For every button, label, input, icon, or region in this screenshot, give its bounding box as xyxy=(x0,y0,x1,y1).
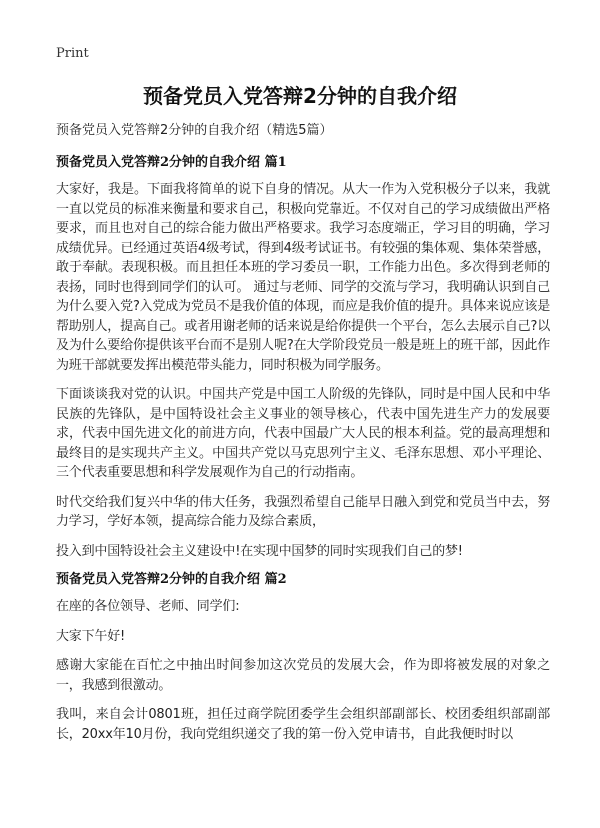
section-heading-2: 预备党员入党答辩2分钟的自我介绍 篇2 xyxy=(56,572,287,587)
paragraph: 时代交给我们复兴中华的伟大任务，我强烈希望自己能早日融入到党和党员当中去，努力学习，学好本领，提高综合能力及综合素质， xyxy=(56,494,550,529)
paragraph: 在座的各位领导、老师、同学们: xyxy=(56,599,240,614)
page-title: 预备党员入党答辩2分钟的自我介绍 xyxy=(143,84,457,108)
paragraph: 投入到中国特设社会主义建设中!在实现中国梦的同时实现我们自己的梦! xyxy=(56,543,463,559)
paragraph: 下面谈谈我对党的认识。中国共产党是中国工人阶级的先锋队，同时是中国人民和中华民族的先锋队，是中国特设社会主义事业的领导核心，代表中国先进生产力的发展要求，代表中国先进文化的前进方向，代表中国最广大人民的根本利益。党的最高理想和最终目的是实现共产主义。中国共产党以马克思列宁主义、毛泽东思想、邓小平理论、三个代表重要思想和科学发展观作为自己的行动指南。 xyxy=(56,387,550,480)
paragraph: 感谢大家能在百忙之中抽出时间参加这次党员的发展大会，作为即将被发展的对象之一，我感到很激动。 xyxy=(56,658,550,693)
document-body xyxy=(56,122,550,754)
section-heading-1: 预备党员入党答辩2分钟的自我介绍 篇1 xyxy=(56,155,287,170)
paragraph: 大家下午好! xyxy=(56,628,126,644)
print-link[interactable]: Print xyxy=(56,46,89,61)
document-subtitle: 预备党员入党答辩2分钟的自我介绍（精选5篇） xyxy=(56,123,333,138)
paragraph: 大家好，我是。下面我将简单的说下自身的情况。从大一作为入党积极分子以来，我就一直以党员的标准来衡量和要求自己，积极向党靠近。不仅对自己的学习成绩做出严格要求，而且也对自己的综合能力做出严格要求。我学习态度端正，学习目的明确，学习成绩优异。已经通过英语4级考试，得到4级考试证书。有较强的集体观、集体荣誉感，敢于奉献。表现积极。而且担任本班的学习委员一职，工作能力出色。多次得到老师的表扬，同时也得到同学们的认可。 通过与老师、同学的交流与学习，我明确认识到自己为什么要入党?入党成为党员不是我价值的体现，而应是我价值的提升。具体来说应该是帮助别人，提高自己。或者用谢老师的话来说是给你提供一个平台，怎么去展示自己?以及为什么要给你提供该平台而不是别人呢?在大学阶段党员一般是班上的班干部，因此作为班干部就要发挥出模范带头能力，同时积极为同学服务。 xyxy=(56,182,550,373)
paragraph: 我叫，来自会计0801班，担任过商学院团委学生会组织部副部长、校团委组织部副部长，20xx年10月份，我向党组织递交了我的第一份入党申请书，自此我便时时以 xyxy=(56,707,550,742)
